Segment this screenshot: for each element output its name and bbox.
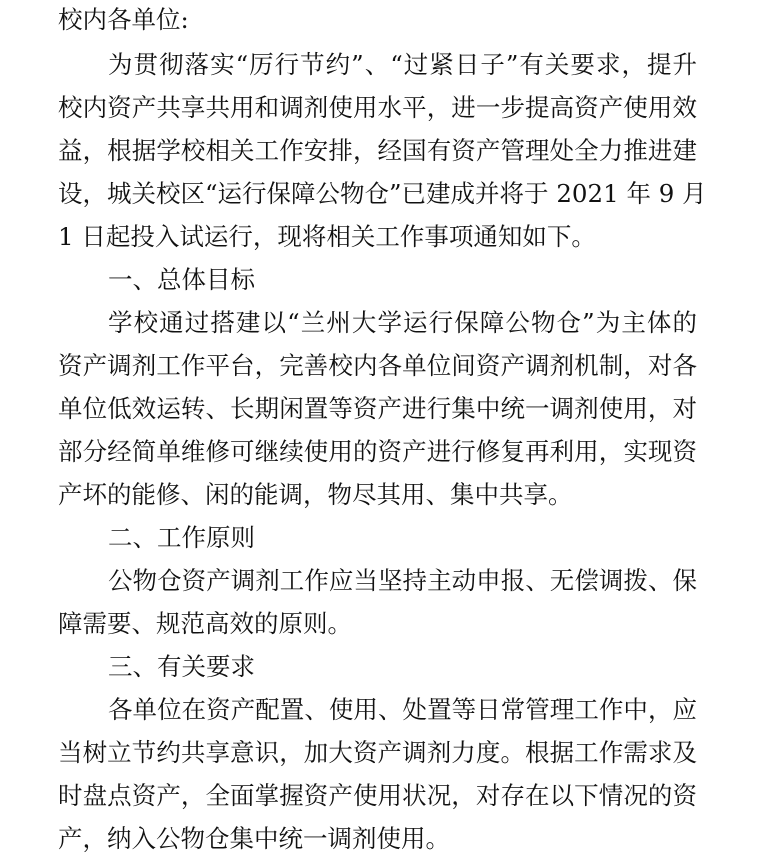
salutation-line: 校内各单位: xyxy=(58,5,189,34)
section-heading-1: 一、总体目标 xyxy=(108,265,255,294)
paragraph-principle-line-1: 公物仓资产调剂工作应当坚持主动申报、无偿调拨、保 xyxy=(108,566,697,595)
paragraph-requirements-line-3: 时盘点资产，全面掌握资产使用状况，对存在以下情况的资 xyxy=(58,781,697,810)
paragraph-intro-line-1: 为贯彻落实“厉行节约”、“过紧日子”有关要求，提升 xyxy=(108,50,697,79)
paragraph-goal-line-4: 部分经简单维修可继续使用的资产进行修复再利用，实现资 xyxy=(58,437,697,466)
paragraph-goal-line-2: 资产调剂工作平台，完善校内各单位间资产调剂机制，对各 xyxy=(58,351,697,380)
paragraph-intro-line-2: 校内资产共享共用和调剂使用水平，进一步提高资产使用效 xyxy=(58,93,697,122)
paragraph-principle-line-2: 障需要、规范高效的原则。 xyxy=(58,609,352,638)
section-heading-2: 二、工作原则 xyxy=(108,523,255,552)
paragraph-intro-line-3: 益，根据学校相关工作安排，经国有资产管理处全力推进建 xyxy=(58,136,697,165)
paragraph-intro-line-5: 1 日起投入试运行，现将相关工作事项通知如下。 xyxy=(58,222,596,251)
paragraph-intro-line-4: 设，城关校区“运行保障公物仓”已建成并将于 2021 年 9 月 xyxy=(58,179,707,208)
paragraph-requirements-line-2: 当树立节约共享意识，加大资产调剂力度。根据工作需求及 xyxy=(58,738,697,767)
paragraph-goal-line-1: 学校通过搭建以“兰州大学运行保障公物仓”为主体的 xyxy=(108,308,697,337)
paragraph-goal-line-3: 单位低效运转、长期闲置等资产进行集中统一调剂使用，对 xyxy=(58,394,697,423)
paragraph-goal-line-5: 产坏的能修、闲的能调，物尽其用、集中共享。 xyxy=(58,480,573,509)
paragraph-requirements-line-4: 产，纳入公物仓集中统一调剂使用。 xyxy=(58,824,450,853)
paragraph-requirements-line-1: 各单位在资产配置、使用、处置等日常管理工作中，应 xyxy=(108,695,697,724)
section-heading-3: 三、有关要求 xyxy=(108,652,255,681)
